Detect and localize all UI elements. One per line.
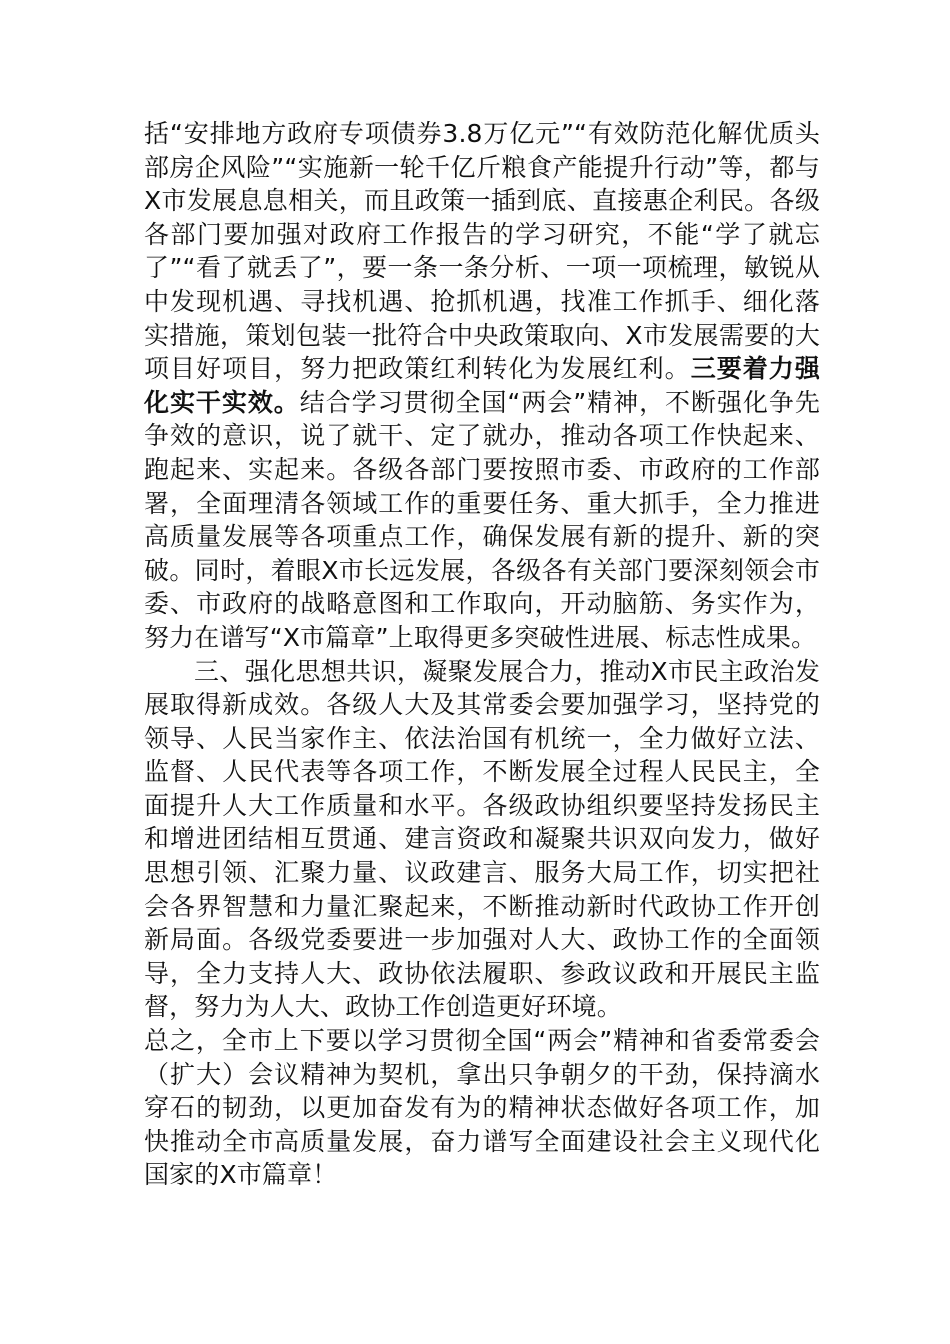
paragraph-2: 三、强化思想共识，凝聚发展合力，推动X市民主政治发展取得新成效。各级人大及其常委会要加强学习，坚持党的领导、人民当家作主、依法治国有机统一，全力做好立法、监督、人民代表等各项工作，不断发展全过程人民民主，全面提升人大工作质量和水平。各级政协组织要坚持发扬民主和增进团结相互贯通、建言资政和凝聚共识双向发力，做好思想引领、汇聚力量、议政建言、服务大局工作，切实把社会各界智慧和力量汇聚起来，不断推动新时代政协工作开创新局面。各级党委要进一步加强对人大、政协工作的全面领导，全力支持人大、政协依法履职、参政议政和开展民主监督，努力为人大、政协工作创造更好环境。	[144, 656, 820, 1022]
bold-heading-three: 三要着力强化实干实效。	[144, 354, 820, 417]
paragraph-1-text-a: 括“安排地方政府专项债券3.8万亿元”“有效防范化解优质头部房企风险”“实施新一轮千亿斤粮食产能提升行动”等，都与X市发展息息相关，而且政策一插到底、直接惠企利民。各级各部门要加强对政府工作报告的学习研究，不能“学了就忘了”“看了就丢了”，要一条一条分析、一项一项梳理，敏锐从中发现机遇、寻找机遇、抢抓机遇，找准工作抓手、细化落实措施，策划包装一批符合中央政策取向、X市发展需要的大项目好项目，努力把政策红利转化为发展红利。	[144, 119, 820, 384]
paragraph-1	[144, 117, 820, 655]
paragraph-3: 总之，全市上下要以学习贯彻全国“两会”精神和省委常委会（扩大）会议精神为契机，拿出只争朝夕的干劲，保持滴水穿石的韧劲，以更加奋发有为的精神状态做好各项工作，加快推动全市高质量发展，奋力谱写全面建设社会主义现代化国家的X市篇章！	[144, 1026, 820, 1190]
document-body	[144, 117, 820, 1192]
paragraph-1-text-b: 结合学习贯彻全国“两会”精神，不断强化争先争效的意识，说了就干、定了就办，推动各项工作快起来、跑起来、实起来。各级各部门要按照市委、市政府的工作部署，全面理清各领域工作的重要任务、重大抓手，全力推进高质量发展等各项重点工作，确保发展有新的提升、新的突破。同时，着眼X市长远发展，各级各有关部门要深刻领会市委、市政府的战略意图和工作取向，开动脑筋、务实作为，努力在谱写“X市篇章”上取得更多突破性进展、标志性成果。	[144, 387, 820, 652]
